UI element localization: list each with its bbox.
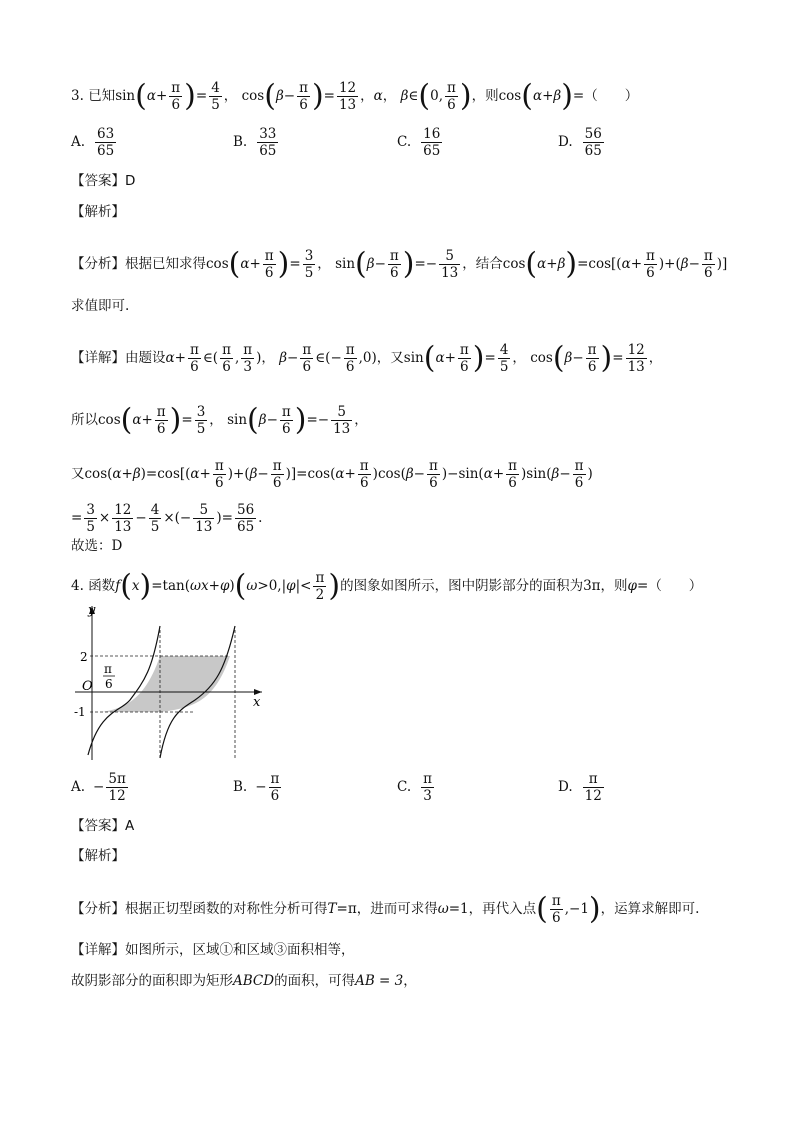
q3-guxuan: 故选：D <box>71 538 123 554</box>
q3-option-b[interactable]: B. $\frac{33}{65}$ <box>233 126 277 159</box>
q4-analysis-tag: 【解析】 <box>71 848 125 864</box>
q4-xiangjie-1: 【详解】如图所示，区域①和区域③面积相等， <box>71 942 355 958</box>
tick-2: 2 <box>80 650 88 664</box>
q4-option-d[interactable]: D. $\frac{\pi}{12}$ <box>558 771 602 804</box>
q3-option-c[interactable]: C. $\frac{16}{65}$ <box>397 126 441 159</box>
q4-graph <box>70 600 270 765</box>
y-axis-label: y <box>88 603 96 618</box>
q4-option-c[interactable]: C. $\frac{\pi}{3}$ <box>397 771 433 804</box>
q3-fenxi: 【分析】根据已知求得cos(α+ $\frac{\pi}{6}$ )= $\frac{3}{5}$ ， sin(β− $\frac{\pi}{6}$ )=− $\frac{5}{13}$ ，结合cos(α+β)=cos[(α+ $\frac{\pi}{6}$ )+(β− $\frac{\pi}{6}$ )] <box>71 246 728 282</box>
q3-analysis-tag: 【解析】 <box>71 204 125 220</box>
tick-neg1: -1 <box>74 705 86 719</box>
q3-option-a[interactable]: A. $\frac{63}{65}$ <box>71 126 115 159</box>
q3-answer: 【答案】D <box>71 173 136 189</box>
q3-stem: 3. 已知sin(α+ $\frac{\pi}{6}$ )= $\frac{4}{5}$ ， cos(β− $\frac{\pi}{6}$ )= $\frac{12}{13}$ ，α， β∈(0, $\frac{\pi}{6}$ )，则cos(α+β)=（ ） <box>71 78 639 114</box>
q4-option-a[interactable]: A. − $\frac{5\pi}{12}$ <box>71 771 126 804</box>
q3-xiangjie-4: = $\frac{3}{5}$ × $\frac{12}{13}$ − $\frac{4}{5}$ ×(− $\frac{5}{13}$ )= $\frac{56}{65}$ . <box>71 502 263 535</box>
q3-xiangjie-3: 又cos(α+β)=cos[(α+ $\frac{\pi}{6}$ )+(β− $\frac{\pi}{6}$ )]=cos(α+ $\frac{\pi}{6}$ )cos(β− $\frac{\pi}{6}$ )−sin(α+ $\frac{\pi}{6}$ )sin(β− $\frac{\pi}{6}$ ) <box>71 458 593 491</box>
tick-6: 6 <box>105 677 113 691</box>
q4-fenxi: 【分析】根据正切型函数的对称性分析可得T=π，进而可求得ω=1，再代入点( $\frac{\pi}{6}$ ,−1)，运算求解即可. <box>71 891 700 927</box>
tick-pi: π <box>104 662 112 676</box>
origin-label: O <box>82 679 93 694</box>
x-axis-label: x <box>253 695 261 710</box>
q3-option-d[interactable]: D. $\frac{56}{65}$ <box>558 126 602 159</box>
q4-option-b[interactable]: B. − $\frac{\pi}{6}$ <box>233 771 280 804</box>
q4-answer: 【答案】A <box>71 818 135 834</box>
q3-xiangjie-1: 【详解】由题设α+ $\frac{\pi}{6}$ ∈( $\frac{\pi}{6}$ , $\frac{\pi}{3}$ )， β− $\frac{\pi}{6}$ ∈(− $\frac{\pi}{6}$ ,0)，又sin(α+ $\frac{\pi}{6}$ )= $\frac{4}{5}$ ， cos(β− $\frac{\pi}{6}$ )= $\frac{12}{13}$ ， <box>71 340 663 376</box>
q3-fenxi-end: 求值即可. <box>71 298 130 314</box>
q3-xiangjie-2: 所以cos(α+ $\frac{\pi}{6}$ )= $\frac{3}{5}$ ， sin(β− $\frac{\pi}{6}$ )=− $\frac{5}{13}$ ， <box>71 402 368 438</box>
q4-xiangjie-2: 故阴影部分的面积即为矩形ABCD的面积，可得AB = 3， <box>71 973 417 989</box>
shaded-region <box>102 656 230 712</box>
q4-stem: 4. 函数f(x)=tan(ωx+φ)(ω>0,|φ|< $\frac{\pi}{2}$ )的图象如图所示，图中阴影部分的面积为3π，则φ=（ ） <box>71 568 703 604</box>
